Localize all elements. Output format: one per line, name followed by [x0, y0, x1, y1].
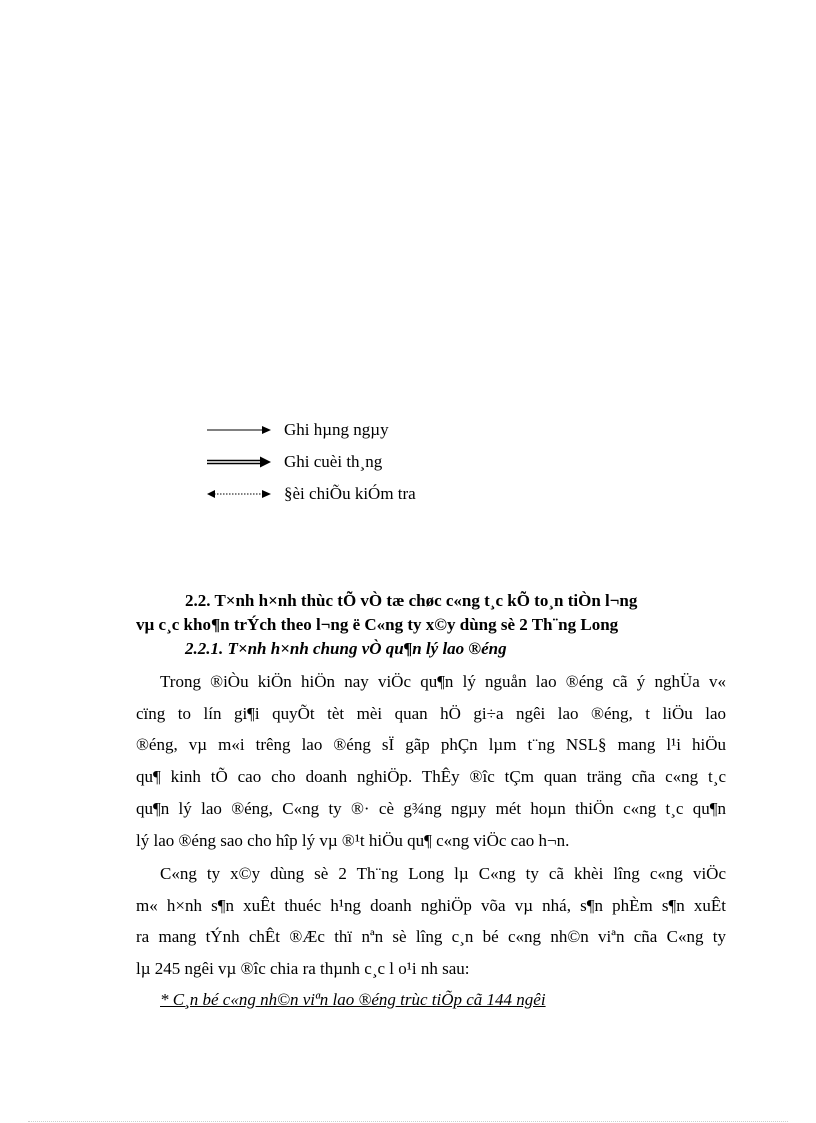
legend-label-month-end: Ghi cuèi th¸ng: [284, 452, 383, 471]
paragraph-line: C«ng ty x©y dùng sè 2 Th¨ng Long lµ C«ng ty cã khèi lîng c«ng viÖc: [160, 864, 726, 883]
paragraph-labor-management: [136, 666, 726, 856]
paragraph-line: qu¶ kinh tÕ cao cho doanh nghiÖp. ThÊy ®îc tÇm quan träng cña c«ng t¸c: [136, 767, 726, 787]
double-arrow-icon: [205, 455, 273, 469]
subsection-heading: 2.2.1. T×nh h×nh chung vÒ qu¶n lý lao ®éng: [185, 639, 507, 658]
paragraph-line: lý lao ®éng sao cho hîp lý vµ ®¹t hiÖu qu¶ c«ng viÖc cao h¬n.: [136, 830, 570, 850]
paragraph-company-workforce: [136, 858, 726, 985]
section-heading-line2: vµ c¸c kho¶n trÝch theo l¬ng ë C«ng ty x©y dùng sè 2 Th¨ng Long: [136, 615, 619, 634]
legend-row-month-end: [205, 450, 383, 474]
legend-label-daily: Ghi hµng ngµy: [284, 420, 389, 439]
page-bottom-rule: [28, 1121, 788, 1122]
paragraph-line: Trong ®iÒu kiÖn hiÖn nay viÖc qu¶n lý nguån lao ®éng cã ý nghÜa v«: [160, 672, 726, 691]
legend-label-cross-check: §èi chiÕu kiÓm tra: [284, 484, 416, 503]
paragraph-line: qu¶n lý lao ®éng, C«ng ty ®· cè g¾ng ngµy mét hoµn thiÖn c«ng t¸c qu¶n: [136, 798, 726, 818]
paragraph-line: ®éng, vµ m«i trêng lao ®éng sÏ gãp phÇn lµm t¨ng NSL§ mang l¹i hiÖu: [136, 735, 726, 755]
paragraph-line: lµ 245 ngêi vµ ®îc chia ra thµnh c¸c l o¹i nh sau:: [136, 959, 470, 979]
legend-row-cross-check: [205, 482, 416, 506]
section-heading-line1: 2.2. T×nh h×nh thùc tÕ vÒ tæ chøc c«ng t¸c kÕ to¸n tiÒn l¬ng: [185, 591, 638, 610]
dotted-double-headed-arrow-icon: [205, 487, 273, 501]
single-arrow-icon: [205, 423, 273, 437]
legend-row-daily: [205, 418, 389, 442]
paragraph-line: cïng to lín gi¶i quyÕt tèt mèi quan hÖ gi÷a ngêi lao ®éng, t liÖu lao: [136, 703, 726, 723]
paragraph-line: ra mang tÝnh chÊt ®Æc thï nªn sè lîng c¸n bé c«ng nh©n viªn cña C«ng ty: [136, 927, 726, 947]
paragraph-line: m« h×nh s¶n xuÊt thuéc h¹ng doanh nghiÖp võa vµ nhá, s¶n phÈm s¶n xuÊt: [136, 895, 726, 915]
list-item-direct-workers: * C¸n bé c«ng nh©n viªn lao ®éng trùc tiÕp cã 144 ngêi: [160, 990, 546, 1009]
